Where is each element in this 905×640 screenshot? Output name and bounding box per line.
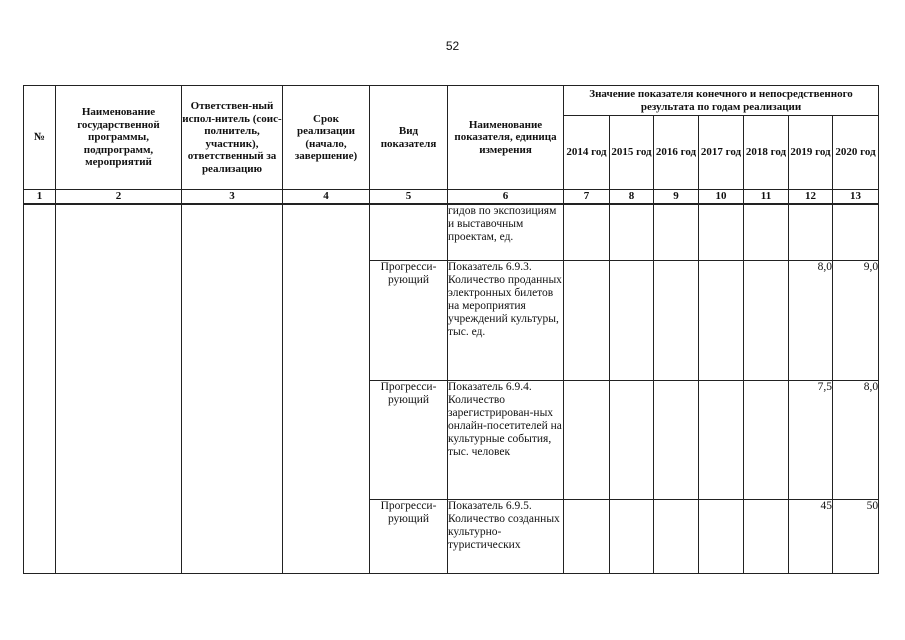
cell-value-2018	[744, 500, 789, 574]
cell-indicator-name: Показатель 6.9.5. Количество созданных культурно-туристических	[448, 500, 564, 574]
column-number: 5	[370, 190, 448, 205]
cell-responsible	[182, 204, 283, 574]
cell-value-2018	[744, 381, 789, 500]
cell-value-2016	[654, 381, 699, 500]
column-number: 11	[744, 190, 789, 205]
cell-value-2014	[564, 261, 610, 381]
cell-period	[283, 204, 370, 574]
cell-indicator-type: Прогресси-рующий	[370, 261, 448, 381]
header-number: №	[24, 86, 56, 190]
cell-value-2017	[699, 204, 744, 261]
column-number: 3	[182, 190, 283, 205]
cell-value-2018	[744, 204, 789, 261]
header-responsible: Ответствен-ный испол-нитель (соис-полнитель, участник), ответственный за реализацию	[182, 86, 283, 190]
cell-value-2014	[564, 500, 610, 574]
cell-value-2015	[610, 261, 654, 381]
cell-value-2019	[789, 204, 833, 261]
header-indicator-name: Наименование показателя, единица измерения	[448, 86, 564, 190]
cell-value-2017	[699, 381, 744, 500]
column-number: 6	[448, 190, 564, 205]
header-indicator-type: Вид показателя	[370, 86, 448, 190]
column-number: 10	[699, 190, 744, 205]
column-number-row	[24, 190, 879, 205]
column-number: 4	[283, 190, 370, 205]
cell-value-2015	[610, 204, 654, 261]
cell-value-2017	[699, 500, 744, 574]
cell-value-2014	[564, 381, 610, 500]
table-row	[24, 204, 879, 261]
cell-value-2020: 8,0	[833, 381, 879, 500]
column-number: 12	[789, 190, 833, 205]
page-number: 52	[445, 39, 460, 53]
header-year-2017: 2017 год	[699, 116, 744, 190]
cell-value-2020: 50	[833, 500, 879, 574]
cell-value-2015	[610, 381, 654, 500]
column-number: 9	[654, 190, 699, 205]
cell-indicator-name: гидов по экспозициям и выставочным проектам, ед.	[448, 204, 564, 261]
column-number: 1	[24, 190, 56, 205]
header-year-2020: 2020 год	[833, 116, 879, 190]
cell-value-2020	[833, 204, 879, 261]
cell-indicator-type	[370, 204, 448, 261]
header-year-2016: 2016 год	[654, 116, 699, 190]
header-year-2018: 2018 год	[744, 116, 789, 190]
cell-value-2019: 45	[789, 500, 833, 574]
cell-indicator-name: Показатель 6.9.3. Количество проданных электронных билетов на мероприятия учреждений культуры, тыс. ед.	[448, 261, 564, 381]
cell-indicator-name: Показатель 6.9.4. Количество зарегистрирован-ных онлайн-посетителей на культурные события, тыс. человек	[448, 381, 564, 500]
column-number: 7	[564, 190, 610, 205]
cell-value-2016	[654, 261, 699, 381]
cell-indicator-type: Прогресси-рующий	[370, 500, 448, 574]
header-year-2014: 2014 год	[564, 116, 610, 190]
cell-indicator-type: Прогресси-рующий	[370, 381, 448, 500]
cell-number	[24, 204, 56, 574]
cell-value-2017	[699, 261, 744, 381]
cell-value-2014	[564, 204, 610, 261]
header-program: Наименование государственной программы, подпрограмм, мероприятий	[56, 86, 182, 190]
cell-value-2016	[654, 500, 699, 574]
indicators-table	[23, 85, 879, 574]
cell-value-2020: 9,0	[833, 261, 879, 381]
cell-value-2015	[610, 500, 654, 574]
cell-value-2018	[744, 261, 789, 381]
header-year-2019: 2019 год	[789, 116, 833, 190]
header-period: Срок реализации (начало, завершение)	[283, 86, 370, 190]
cell-program	[56, 204, 182, 574]
column-number: 13	[833, 190, 879, 205]
header-values-group: Значение показателя конечного и непосредственного результата по годам реализации	[564, 86, 879, 116]
column-number: 2	[56, 190, 182, 205]
cell-value-2019: 7,5	[789, 381, 833, 500]
header-row-1	[24, 86, 879, 116]
header-year-2015: 2015 год	[610, 116, 654, 190]
cell-value-2019: 8,0	[789, 261, 833, 381]
column-number: 8	[610, 190, 654, 205]
cell-value-2016	[654, 204, 699, 261]
